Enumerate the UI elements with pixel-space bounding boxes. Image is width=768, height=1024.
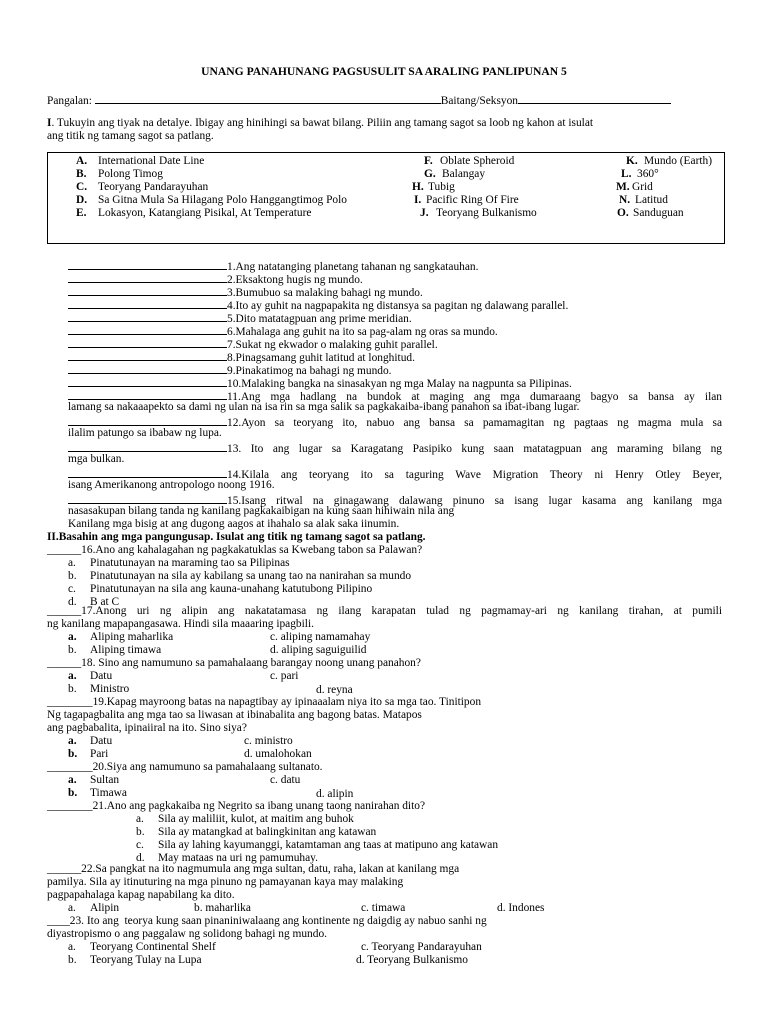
item-12: 12.Ayon sa teoryang ito, nabuo ang bansa sa pamamagitan ng pagtaas ng magma mula sa — [68, 414, 722, 430]
q20-option-c: c. datu — [270, 774, 301, 786]
question-20: ________20.Siya ang namumuno sa pamahalaang sultanato. — [47, 761, 323, 773]
choice-o: O. Sanduguan — [617, 207, 684, 219]
item-6: 6.Mahalaga ang guhit na ito sa pag-alam ng oras sa mundo. — [68, 323, 498, 339]
q18-option-d: d. reyna — [316, 684, 353, 696]
q22-option-d: d. Indones — [497, 902, 545, 914]
question-19-cont1: Ng tagapagbalita ang mga tao sa liwasan at ibinabalita ang bagong batas. Matapos — [47, 709, 422, 721]
answer-blank-10[interactable] — [68, 375, 227, 387]
q23-option-d: d. Teoryang Bulkanismo — [356, 954, 468, 966]
part1-instruction-line2: ang titik ng tamang sagot sa patlang. — [47, 130, 214, 142]
q18-option-c: c. pari — [270, 670, 299, 682]
choices-box — [47, 152, 725, 244]
q16-option-c: c. Pinatutunayan na sila ang kauna-unahang katutubong Pilipino — [68, 583, 373, 595]
q18-option-a: a. Datu — [68, 670, 113, 682]
answer-blank-4[interactable] — [68, 297, 227, 309]
choice-i: I. Pacific Ring Of Fire — [414, 194, 519, 206]
item-8: 8.Pinagsamang guhit latitud at longhitud. — [68, 349, 415, 365]
question-22-cont2: pagpapahalaga kapag napabilang ka dito. — [47, 889, 235, 901]
choice-j: J. Teoryang Bulkanismo — [420, 207, 537, 219]
answer-blank-21[interactable]: ________ — [47, 800, 93, 812]
choice-e: E. Lokasyon, Katangiang Pisikal, At Temperature — [76, 207, 312, 219]
answer-blank-1[interactable] — [68, 258, 227, 270]
q23-option-b: b. Teoryang Tulay na Lupa — [68, 954, 202, 966]
item-4: 4.Ito ay guhit na nagpapakita ng distansya sa pagitan ng dalawang parallel. — [68, 297, 568, 313]
header-line — [47, 92, 671, 108]
item-14-cont: isang Amerikanong antropologo noong 1916. — [68, 479, 275, 491]
answer-blank-9[interactable] — [68, 362, 227, 374]
question-22: ______22.Sa pangkat na ito nagmumula ang mga sultan, datu, raha, lakan at kanilang mga — [47, 863, 460, 875]
item-9: 9.Pinakatimog na bahagi ng mundo. — [68, 362, 392, 378]
name-field[interactable] — [95, 92, 441, 104]
q22-option-b: b. maharlika — [194, 902, 251, 914]
answer-blank-23[interactable]: ____ — [47, 915, 70, 927]
item-11-cont: lamang sa nakaaapekto sa dami ng ulan na isa rin sa mga salik sa pagkakaiba-ibang panahon sa ibat-ibang lugar. — [68, 401, 580, 413]
item-11: 11.Ang mga hadlang na bundok at maging ang mga dumaraang bagyo sa bansa ay ilan — [68, 388, 722, 404]
q20-option-b: b. Timawa — [68, 787, 127, 799]
q20-option-a: a. Sultan — [68, 774, 120, 786]
q20-option-d: d. alipin — [316, 788, 354, 800]
q21-option-b: b. Sila ay matangkad at balingkinitan ang katawan — [136, 826, 377, 838]
question-22-cont1: pamilya. Sila ay itinuturing na mga pinuno ng pamayanan kaya may malaking — [47, 876, 404, 888]
choice-h: H. Tubig — [412, 181, 455, 193]
part2-heading: II.Basahin ang mga pangungusap. Isulat ang titik ng tamang sagot sa patlang. — [47, 531, 426, 543]
question-16: ______16.Ano ang kahalagahan ng pagkakatuklas sa Kwebang tabon sa Palawan? — [47, 544, 423, 556]
answer-blank-18[interactable]: ______ — [47, 657, 82, 669]
answer-blank-2[interactable] — [68, 271, 227, 283]
choice-d: D. Sa Gitna Mula Sa Hilagang Polo Hanggangtimog Polo — [76, 194, 347, 206]
item-7: 7.Sukat ng ekwador o malaking guhit parallel. — [68, 336, 438, 352]
q17-option-c: c. aliping namamahay — [270, 631, 371, 643]
item-14: 14.Kilala ang teoryang ito sa taguring Wave Migration Theory ni Henry Otley Beyer, — [68, 466, 722, 482]
answer-blank-17[interactable]: ______ — [47, 605, 82, 617]
question-21: ________21.Ano ang pagkakaiba ng Negrito sa ibang unang taong nanirahan dito? — [47, 800, 426, 812]
question-17-cont: ng kanilang mapapangasawa. Hindi sila maaaring ipagbili. — [47, 618, 314, 630]
answer-blank-14[interactable] — [68, 466, 227, 478]
question-19: ________19.Kapag mayroong batas na napagtibay ay ipinaaalam niya ito sa mga tao. Tinitipon — [47, 696, 482, 708]
q17-option-d: d. aliping saguiguilid — [270, 644, 367, 656]
item-15-cont2: Kanilang mga bisig at ang dugong aagos at ihahalo sa alak saka iinumin. — [68, 518, 400, 530]
q21-option-d: d. May mataas na uri ng pamumuhay. — [136, 852, 318, 864]
part1-instruction-line1: I. Tukuyin ang tiyak na detalye. Ibigay ang hinihingi sa bawat bilang. Piliin ang tamang sagot sa loob ng kahon at isulat — [47, 117, 594, 129]
answer-blank-11[interactable] — [68, 388, 227, 400]
q19-option-d: d. umalohokan — [244, 748, 312, 760]
question-23-cont: diyastropismo o ang paggalaw ng solidong bahagi ng mundo. — [47, 928, 327, 940]
item-13-cont: mga bulkan. — [68, 453, 125, 465]
answer-blank-3[interactable] — [68, 284, 227, 296]
answer-blank-5[interactable] — [68, 310, 227, 322]
question-19-cont2: ang pagbabalita, ipinaiiral na ito. Sino siya? — [47, 722, 247, 734]
answer-blank-7[interactable] — [68, 336, 227, 348]
q22-option-a: a. Alipin — [68, 902, 120, 914]
q16-option-d: d. B at C — [68, 596, 120, 608]
item-10: 10.Malaking bangka na sinasakyan ng mga Malay na nagpunta sa Pilipinas. — [68, 375, 572, 391]
q19-option-b: b. Pari — [68, 748, 109, 760]
item-5: 5.Dito matatagpuan ang prime meridian. — [68, 310, 412, 326]
answer-blank-15[interactable] — [68, 492, 227, 504]
q22-option-c: c. timawa — [361, 902, 406, 914]
q18-option-b: b. Ministro — [68, 683, 130, 695]
choice-k: K. Mundo (Earth) — [626, 155, 713, 167]
q19-option-a: a. Datu — [68, 735, 113, 747]
q21-option-c: c. Sila ay lahing kayumanggi, katamtaman ang taas at matipuno ang katawan — [136, 839, 499, 851]
item-1: 1.Ang natatanging planetang tahanan ng sangkatauhan. — [68, 258, 478, 274]
question-23: ____23. Ito ang teorya kung saan pinaniniwalaang ang kontinente ng daigdig ay nabuo sanhi ng — [47, 915, 487, 927]
q21-option-a: a. Sila ay maliliit, kulot, at maitim ang buhok — [136, 813, 354, 825]
answer-blank-16[interactable]: ______ — [47, 544, 82, 556]
choice-g: G. Balangay — [424, 168, 486, 180]
choice-c: C. Teoryang Pandarayuhan — [76, 181, 209, 193]
q16-option-a: a. Pinatutunayan na maraming tao sa Pilipinas — [68, 557, 290, 569]
choice-m: M. Grid — [616, 181, 653, 193]
answer-blank-22[interactable]: ______ — [47, 863, 82, 875]
part1-number: I — [47, 117, 52, 129]
choice-b: B. Polong Timog — [76, 168, 163, 180]
item-12-cont: ilalim patungo sa ibabaw ng lupa. — [68, 427, 222, 439]
answer-blank-19[interactable]: ________ — [47, 696, 93, 708]
item-15: 15.Isang ritwal na ginagawang dalawang pinuno sa isang lugar kasama ang kanilang mga — [68, 492, 722, 508]
question-18: ______18. Sino ang namumuno sa pamahalaang barangay noong unang panahon? — [47, 657, 421, 669]
item-15-cont1: nasasakupan bilang tanda ng kanilang pagkakaibigan na kung saan hihiwain nila ang — [68, 505, 455, 517]
name-label: Pangalan: — [47, 95, 92, 107]
q17-option-b: b. Aliping timawa — [68, 644, 162, 656]
grade-label: Baitang/Seksyon — [440, 95, 518, 107]
grade-field[interactable] — [518, 92, 671, 104]
q23-option-a: a. Teoryang Continental Shelf — [68, 941, 216, 953]
q17-option-a: a. Aliping maharlika — [68, 631, 174, 643]
exam-title: UNANG PANAHUNANG PAGSUSULIT SA ARALING PANLIPUNAN 5 — [201, 65, 567, 78]
answer-blank-8[interactable] — [68, 349, 227, 361]
answer-blank-13[interactable] — [68, 440, 227, 452]
answer-blank-12[interactable] — [68, 414, 227, 426]
item-13: 13. Ito ang lugar sa Karagatang Pasipiko kung saan matatagpuan ang maraming bilang ng — [68, 440, 722, 456]
item-2: 2.Eksaktong hugis ng mundo. — [68, 271, 363, 287]
question-17: ______17.Anong uri ng alipin ang nakatatamasa ng ilang karapatan tulad ng pagmamay-ari ng kanilang tirahan, at pumili — [47, 605, 722, 617]
q16-option-b: b. Pinatutunayan na sila ay kabilang sa unang tao na nanirahan sa mundo — [68, 570, 412, 582]
choice-f: F. Oblate Spheroid — [424, 155, 515, 167]
q19-option-c: c. ministro — [244, 735, 293, 747]
q23-option-c: c. Teoryang Pandarayuhan — [361, 941, 482, 953]
choice-l: L. 360° — [621, 168, 659, 180]
choice-a: A. International Date Line — [76, 155, 205, 167]
choice-n: N. Latitud — [619, 194, 668, 206]
answer-blank-20[interactable]: ________ — [47, 761, 93, 773]
item-3: 3.Bumubuo sa malaking bahagi ng mundo. — [68, 284, 423, 300]
answer-blank-6[interactable] — [68, 323, 227, 335]
